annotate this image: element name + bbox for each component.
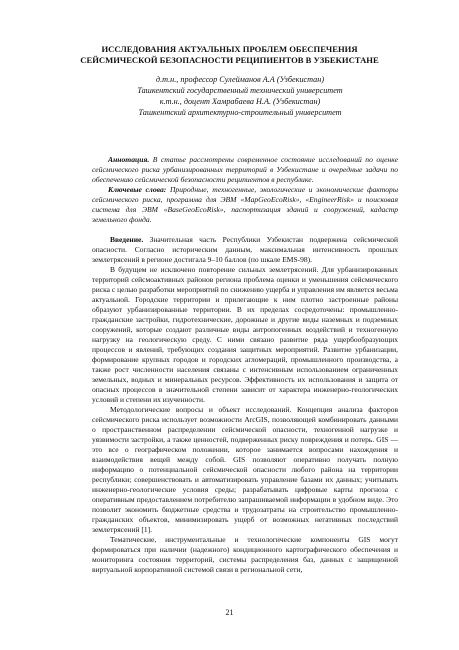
- section-lead-introduction: Введение.: [110, 235, 144, 244]
- keywords-paragraph: [92, 185, 398, 225]
- body-paragraph-4: [92, 535, 398, 575]
- body-paragraph-2: [92, 265, 398, 405]
- body-paragraph-4-text: Тематические, инструментальные и технологические компоненты GIS могут формироваться при наличии (надежного) кондиционного картографического обеспечения и мониторинга состояния территорий, системы распределения баз, данных с защищенной виртуальной корпоративной системой связи в региональной сети,: [92, 535, 398, 574]
- abstract-text: В статье рассмотрены современное состояние исследований по оценке сейсмического риска урбанизированных территорий в Узбекистане и очередные задачи по обеспечению сейсмической безопасности реципиентов в республике.: [92, 155, 398, 184]
- page-number: 21: [225, 608, 234, 617]
- body-paragraph-3: [92, 405, 398, 535]
- paper-title-line-2: СЕЙСМИЧЕСКОЙ БЕЗОПАСНОСТИ РЕЦИПИЕНТОВ В УЗБЕКИСТАНЕ: [80, 55, 379, 65]
- abstract-label: Аннотация.: [108, 155, 150, 164]
- paper-title: [70, 44, 389, 66]
- affiliation-1: Ташкентский государственный технический университет: [137, 86, 343, 95]
- affiliation-2: Ташкентский архитектурно-строительный университет: [138, 108, 342, 117]
- keywords-text: Природные, техногенные, экологические и экономические факторы сейсмического риска, программа для ЭВМ «MapGeoEcoRisk», «EngineerRisk» и поисковая система для ЭВМ «BaseGeoEcoRisk», паспортизация зданий и сооружений, кадастр земельного фонда.: [92, 185, 398, 224]
- author-2: к.т.н., доцент Хамрабаева Н.А. (Узбекистан): [159, 97, 321, 106]
- body-paragraph-3-text: Методологические вопросы и объект исследований. Концепция анализа факторов сейсмического риска использует возможности ArcGIS, позволяющей комбинировать данными о пространственном распределении сейсмической опасности, техногенной нагрузке и уязвимости застройки, а также ценностей, подверженных риску повреждения и потерь. GIS — это все о географическом положении, которое занимается вопросами нахождения и взаимодействия вещей между собой. GIS позволяют оперативно получать полную информацию о потенциальной сейсмической опасности любого района на территории республики; совершенствовать и автоматизировать управление базами их данных; учитывать инженерно-геологические условия среды; разрабатывать цифровые карты прогноза с оперативным предоставлением потребителю запрашиваемой информации в удобном виде. Это позволит экономить бюджетные средства и трудозатраты на строительство промышленно-гражданских объектов, минимизировать ущерб от возможных негативных последствий землетрясений [1].: [92, 405, 398, 534]
- abstract-block: [92, 155, 398, 225]
- abstract-paragraph: [92, 155, 398, 185]
- keywords-label: Ключевые слова:: [108, 185, 167, 194]
- body-paragraph-2-text: В будущем не исключено повторение сильных землетрясений. Для урбанизированных территорий сейсмоактивных районов региона проблема оценки и уменьшения сейсмического риска с целью разработки мероприятий по снижению ущерба и управления им является весьма актуальной. Городские территории и прилегающие к ним плотно застроенные районы образуют урбанизированные территории. В их пределах сосредоточены: промышленно-гражданские застройки, гидротехнические, дорожные и другие виды наземных и подземных сооружений, которые создают различные виды антропогенных воздействий и техногенную нагрузку на геологическую среду. С ними связано развитие ряда ущербообразующих процессов и явлений, требующих создания защитных мероприятий. Развитие урбанизации, формирование крупных городов и городских агломераций, промышленного производства, а также рост численности населения связаны с интенсивным использованием ограниченных земельных, водных и минеральных ресурсов. Эффективность их использования и защита от опасных процессов в значительной степени зависит от характера инженерно-геологических условий и степени их изученности.: [92, 265, 398, 404]
- body-paragraph-1: [92, 235, 398, 265]
- paper-title-line-1: ИССЛЕДОВАНИЯ АКТУАЛЬНЫХ ПРОБЛЕМ ОБЕСПЕЧЕНИЯ: [101, 44, 358, 54]
- body-paragraph-1-text: Значительная часть Республики Узбекистан подвержена сейсмической опасности. Согласно историческим данным, максимальная интенсивность прошлых землетрясений в регионе достигала 9–10 баллов (по шкале EMS-98).: [92, 235, 398, 264]
- author-1: д.т.н., профессор Сулейманов А.А (Узбекистан): [155, 75, 325, 84]
- author-block: [110, 74, 370, 118]
- body-text: [92, 235, 398, 575]
